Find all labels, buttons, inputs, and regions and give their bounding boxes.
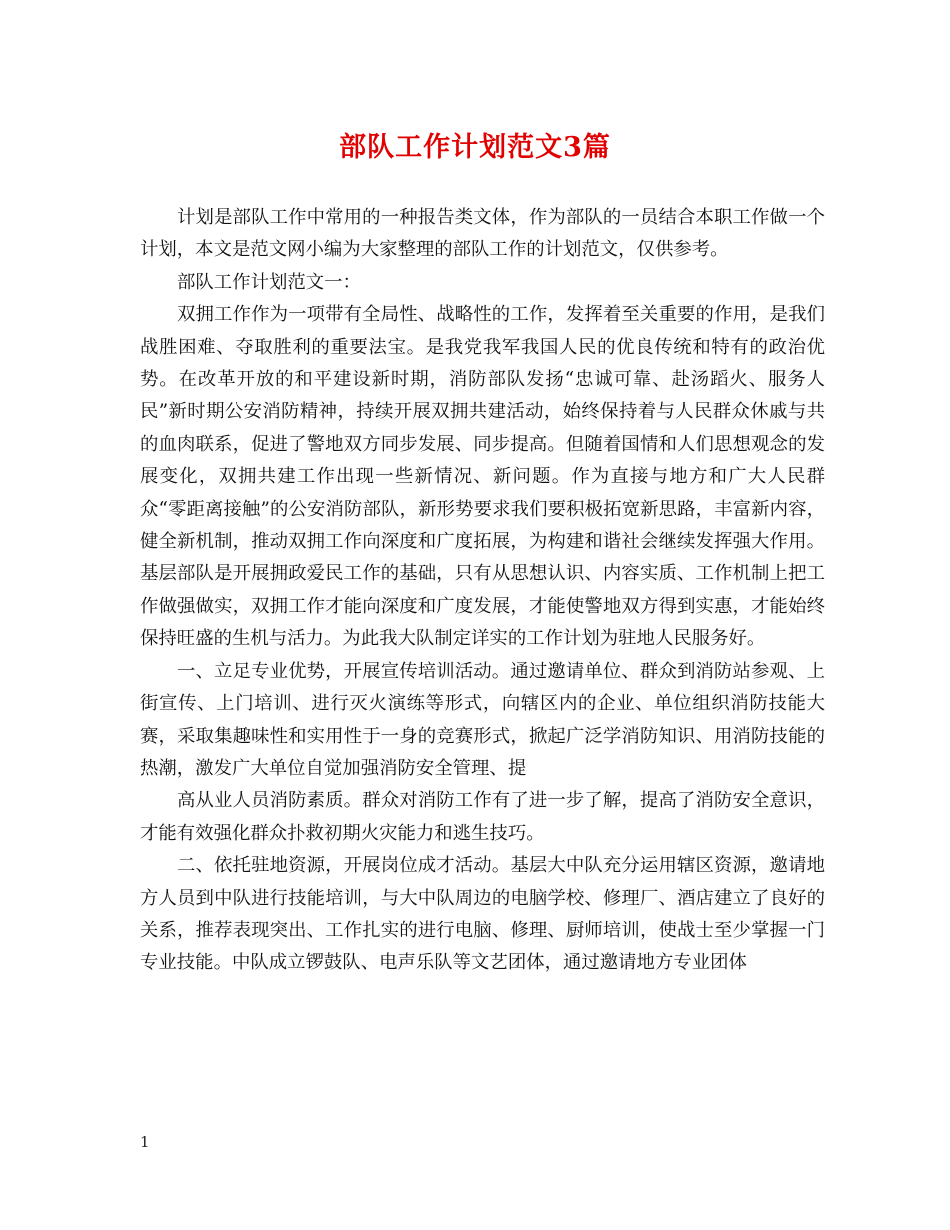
document-title: 部队工作计划范文3篇 <box>339 132 611 163</box>
body-paragraph: 一、立足专业优势，开展宣传培训活动。通过邀请单位、群众到消防站参观、上街宣传、上门培训、进行灭火演练等形式，向辖区内的企业、单位组织消防技能大赛，采取集趣味性和实用性于一身的竞赛形式，掀起广泛学消防知识、用消防技能的热潮，激发广大单位自觉加强消防安全管理、提 <box>140 660 825 779</box>
intro-paragraph: 计划是部队工作中常用的一种报告类文体，作为部队的一员结合本职工作做一个计划，本文是范文网小编为大家整理的部队工作的计划范文，仅供参考。 <box>140 207 825 261</box>
document-body <box>140 202 825 980</box>
section-heading: 部队工作计划范文一： <box>177 271 361 293</box>
page-number: 1 <box>140 1133 150 1151</box>
body-paragraph: 双拥工作作为一项带有全局性、战略性的工作，发挥着至关重要的作用，是我们战胜困难、夺取胜利的重要法宝。是我党我军我国人民的优良传统和特有的政治优势。在改革开放的和平建设新时期，消防部队发扬“忠诚可靠、赴汤蹈火、服务人民”新时期公安消防精神，持续开展双拥共建活动，始终保持着与人民群众休戚与共的血肉联系，促进了警地双方同步发展、同步提高。但随着国情和人们思想观念的发展变化，双拥共建工作出现一些新情况、新问题。作为直接与地方和广大人民群众“零距离接触”的公安消防部队，新形势要求我们要积极拓宽新思路，丰富新内容，健全新机制，推动双拥工作向深度和广度拓展，为构建和谐社会继续发挥强大作用。基层部队是开展拥政爱民工作的基础，只有从思想认识、内容实质、工作机制上把工作做强做实，双拥工作才能向深度和广度发展，才能使警地双方得到实惠，才能始终保持旺盛的生机与活力。为此我大队制定详实的工作计划为驻地人民服务好。 <box>140 304 825 650</box>
body-paragraph: 高从业人员消防素质。群众对消防工作有了进一步了解，提高了消防安全意识，才能有效强化群众扑救初期火灾能力和逃生技巧。 <box>140 790 825 844</box>
body-paragraph: 二、依托驻地资源，开展岗位成才活动。基层大中队充分运用辖区资源，邀请地方人员到中队进行技能培训，与大中队周边的电脑学校、修理厂、酒店建立了良好的关系，推荐表现突出、工作扎实的进行电脑、修理、厨师培训，使战士至少掌握一门专业技能。中队成立锣鼓队、电声乐队等文艺团体，通过邀请地方专业团体 <box>140 855 825 974</box>
